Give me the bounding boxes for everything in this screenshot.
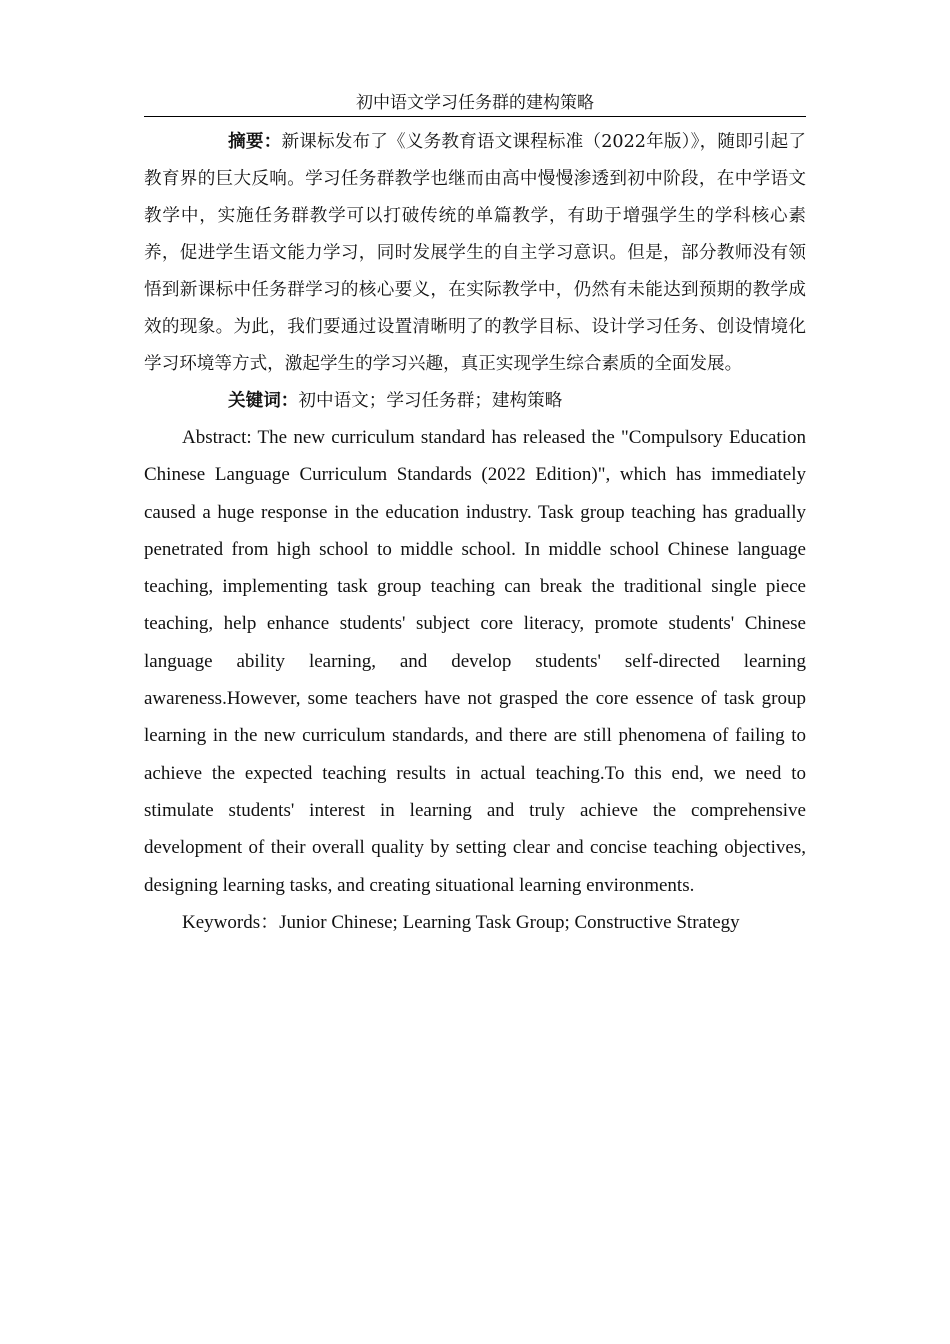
chinese-abstract-label: 摘要： (228, 132, 282, 152)
english-abstract-paragraph: Abstract: The new curriculum standard has released the "Compulsory Education Chinese Language Curriculum Standards (2022 Edition)", which has immediately caused a huge response in the education industry. Task group teaching has gradually penetrated from high school to middle school. In middle school Chinese language teaching, implementing task group teaching can break the traditional single piece teaching, help enhance students' subject core literacy, promote students' Chinese language ability learning, and develop students' self-directed learning awareness.However, some teachers have not grasped the core essence of task group learning in the new curriculum standards, and there are still phenomena of failing to achieve the expected teaching results in actual teaching.To this end, we need to stimulate students' interest in learning and truly achieve the comprehensive development of their overall quality by setting clear and concise teaching objectives, designing learning tasks, and creating situational learning environments. (144, 427, 806, 896)
page-header-title: 初中语文学习任务群的建构策略 (144, 92, 806, 117)
chinese-keywords-paragraph (144, 383, 806, 419)
chinese-keywords-text: 初中语文；学习任务群；建构策略 (298, 391, 563, 411)
chinese-abstract-text: 新课标发布了《义务教育语文课程标准（2022年版）》，随即引起了教育界的巨大反响。学习任务群教学也继而由高中慢慢渗透到初中阶段，在中学语文教学中，实施任务群教学可以打破传统的单篇教学，有助于增强学生的学科核心素养，促进学生语文能力学习，同时发展学生的自主学习意识。但是，部分教师没有领悟到新课标中任务群学习的核心要义，在实际教学中，仍然有未能达到预期的教学成效的现象。为此，我们要通过设置清晰明了的教学目标、设计学习任务、创设情境化学习环境等方式，激起学生的学习兴趣，真正实现学生综合素质的全面发展。 (144, 132, 806, 374)
chinese-keywords-label: 关键词： (228, 391, 299, 411)
document-body (144, 124, 806, 941)
english-keywords-paragraph: Keywords：Junior Chinese; Learning Task Group; Constructive Strategy (182, 911, 740, 933)
chinese-abstract-paragraph (144, 124, 806, 383)
